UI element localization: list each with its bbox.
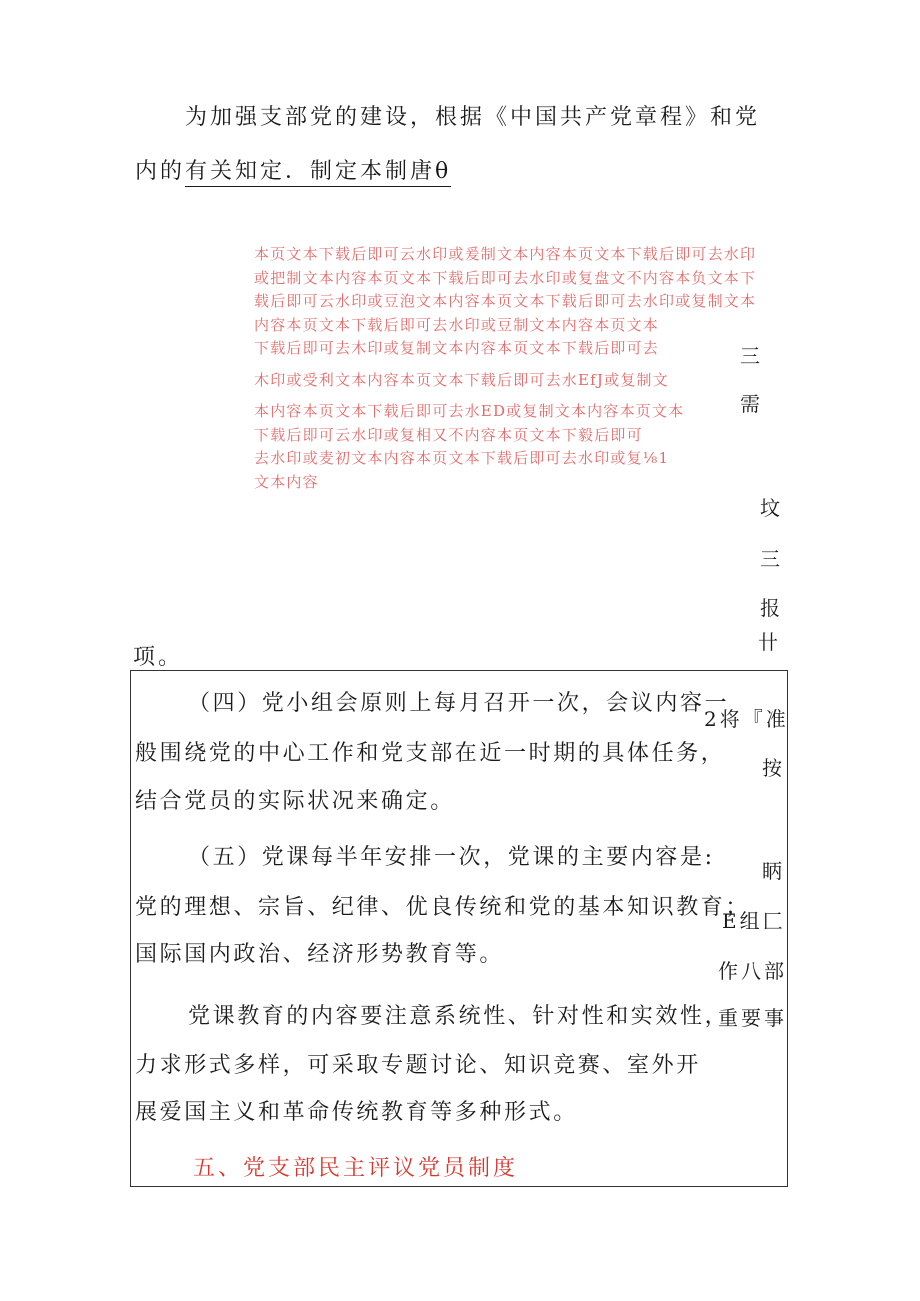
side-fragment: 坟 xyxy=(760,496,783,520)
side-fragment: 重要事 xyxy=(718,1006,787,1030)
watermark-line: 或把制文本内容本页文本下载后即可去水印或复盘文不内容本负文本下 xyxy=(254,268,757,287)
watermark-line: 本页文本下载后即可云水印或爰制文本内容本页文本下载后即可去水印 xyxy=(254,245,757,263)
para-6-line-1: 党课教育的内容要注意系统性、针对性和实效性， xyxy=(188,1004,730,1029)
para-6-line-3: 展爱国主义和革命传统教育等多种形式。 xyxy=(135,1100,578,1125)
side-fragment: 眪 xyxy=(762,859,785,883)
side-fragment: 三 xyxy=(740,344,763,368)
para-4-line-3: 结合党员的实际状况来确定。 xyxy=(135,789,455,814)
para-4-line-1: （四）党小组会原则上每月召开一次，会议内容一 xyxy=(188,691,730,716)
content-box xyxy=(130,670,788,1187)
side-fragment: 按 xyxy=(762,756,785,780)
watermark-line: 内容本页文本下载后即可去水印或豆制文本内容本页文本 xyxy=(254,315,660,334)
cut-text-fragment: 卄 xyxy=(758,630,778,654)
side-fragment: E组匚 xyxy=(722,909,786,933)
para-5-line-3: 国际国内政治、经济形势教育等。 xyxy=(135,942,505,967)
watermark-line: 文本内容 xyxy=(254,472,319,491)
para-5-line-1: （五）党课每半年安排一次，党课的主要内容是: xyxy=(188,845,715,870)
side-fragment: 作八部 xyxy=(718,959,787,983)
side-fragment: 报 xyxy=(760,596,783,620)
watermark-notice xyxy=(254,243,794,494)
para-6-line-2: 力求形式多样，可采取专题讨论、知识竞赛、室外开 xyxy=(135,1053,701,1078)
intro-line-1: 为加强支部党的建设，根据《中国共产党章程》和党 xyxy=(185,105,761,130)
para-5-line-2: 党的理想、宗旨、纪律、优良传统和党的基本知识教育； xyxy=(135,895,751,920)
watermark-line: 本内容本页文本下载后即可去水ED或复制文本内容本页文本 xyxy=(254,402,685,420)
intro-line-2-underlined: 有关知定．制定本制唐θ xyxy=(185,159,451,187)
watermark-line: 下载后即可去木印或复制文本内容本页文本下载后即可去 xyxy=(254,339,660,357)
side-fragment: 需 xyxy=(740,392,763,416)
fragment-xiang: 项。 xyxy=(133,645,184,670)
watermark-line: 去水印或麦初文本内容本页文本下载后即可去水印或复⅛1 xyxy=(254,449,670,467)
watermark-line: 下载后即可云水印或复相又不内容本页文本下毅后即可 xyxy=(254,425,643,444)
intro-line-2 xyxy=(135,157,451,187)
watermark-line: 木印或受利文本内容本页文本下载后即可去水EfJ或复制文 xyxy=(254,370,669,389)
side-fragment: 三 xyxy=(760,547,783,571)
para-4-line-2: 般围绕党的中心工作和党支部在近一时期的具体任务， xyxy=(135,741,726,766)
side-fragment: 2将『准 xyxy=(704,707,789,731)
watermark-line: 载后即可云水印或豆泡文本内容本页文本下载后即可去水印或复制文本 xyxy=(254,292,757,310)
intro-line-2-plain: 内的 xyxy=(135,159,186,184)
section-heading: 五、党支部民主评议党员制度 xyxy=(193,1156,519,1181)
